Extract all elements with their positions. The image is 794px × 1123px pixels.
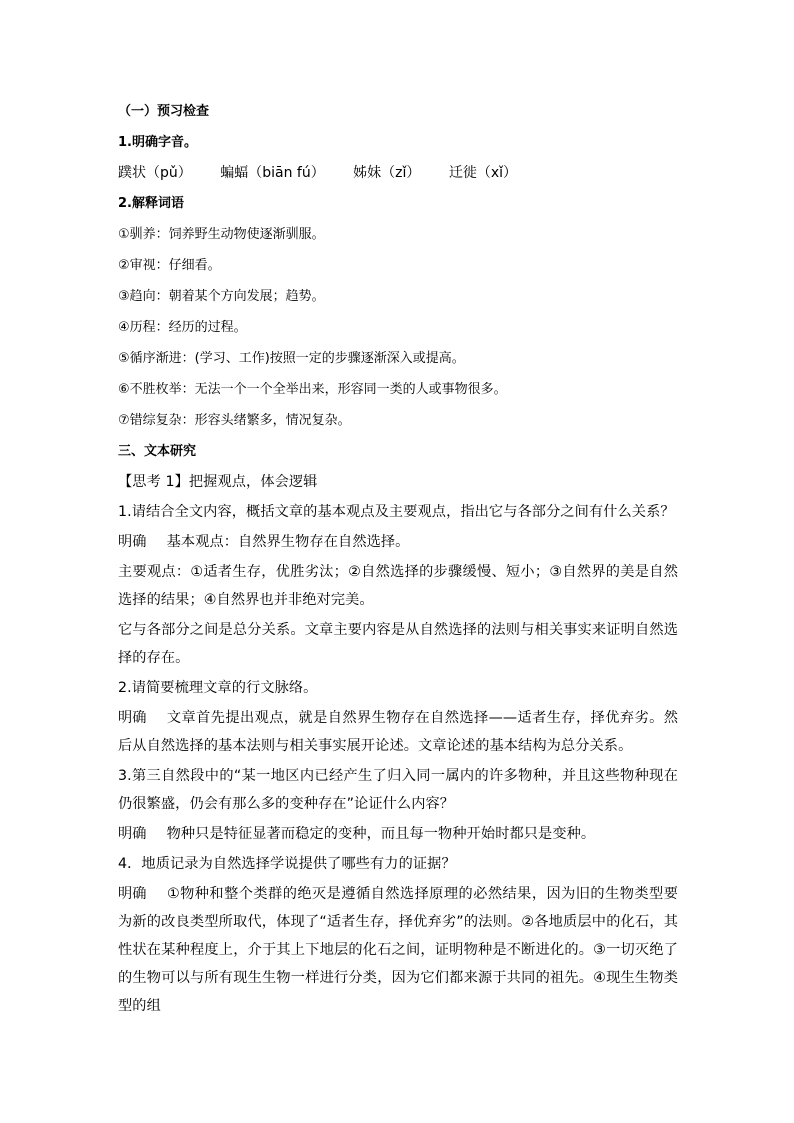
definition-item: ⑥不胜枚举：无法一个一个全举出来，形容同一类的人或事物很多。 (118, 382, 507, 397)
question-pronunciation: 1.明确字音。 (118, 135, 197, 150)
definition-item: ⑦错综复杂：形容头绪繁多，情况复杂。 (118, 413, 351, 428)
definition-item: ②审视：仔细看。 (118, 258, 221, 273)
question-2: 2.请简要梳理文章的行文脉络。 (118, 680, 318, 696)
answer-label: 明确 (118, 534, 147, 550)
question-1: 1.请结合全文内容，概括文章的基本观点及主要观点，指出它与各部分之间有什么关系？ (118, 504, 675, 520)
answer-text: ①物种和整个类群的绝灭是遵循自然选择原理的必然结果，因为旧的生物类型要为新的改良类型所取代，体现了“适者生存，择优弃劣”的法则。②各地质层中的化石，其性状在某种程度上，介于其上下地层的化石之间，证明物种是不断进化的。③一切灭绝了的生物可以与所有现生生物一样进行分类，因为它们都来源于共同的祖先。④现生生物类型的组 (118, 886, 678, 1014)
question-vocabulary: 2.解释词语 (118, 196, 184, 211)
answer-1-line-1 (118, 528, 678, 556)
pronunciation-item: 姊妹（zǐ） (353, 165, 421, 181)
pronunciation-item: 迁徙（xǐ） (448, 165, 518, 181)
answer-label: 明确 (118, 710, 147, 726)
answer-1-line-3: 它与各部分之间是总分关系。文章主要内容是从自然选择的法则与相关事实来证明自然选择的存在。 (118, 622, 678, 666)
answer-4 (118, 880, 678, 1020)
question-4: 4．地质记录为自然选择学说提供了哪些有力的证据？ (118, 856, 456, 872)
answer-text: 物种只是特征显著而稳定的变种，而且每一物种开始时都只是变种。 (166, 826, 596, 842)
pronunciation-list (118, 163, 678, 184)
question-3: 3.第三自然段中的“某一地区内已经产生了归入同一属内的许多物种，并且这些物种现在仍很繁盛，仍会有那么多的变种存在”论证什么内容？ (118, 768, 678, 812)
definition-item: ③趋向：朝着某个方向发展；趋势。 (118, 289, 325, 304)
definition-item: ⑤循序渐进：(学习、工作)按照一定的步骤逐渐深入或提高。 (118, 351, 465, 366)
definition-item: ①驯养：饲养野生动物使逐渐驯服。 (118, 227, 325, 242)
document-page (118, 101, 678, 1020)
pronunciation-item: 蝙蝠（biān fú） (220, 165, 325, 181)
pronunciation-item: 蹼状（pǔ） (118, 165, 192, 181)
answer-label: 明确 (118, 826, 147, 842)
think-title: 【思考 1】把握观点，体会逻辑 (118, 474, 318, 490)
answer-2 (118, 704, 678, 760)
answer-text: 基本观点：自然界生物存在自然选择。 (166, 534, 410, 550)
answer-text: 文章首先提出观点，就是自然界生物存在自然选择——适者生存，择优弃劣。然后从自然选择的基本法则与相关事实展开论述。文章论述的基本结构为总分关系。 (118, 710, 678, 754)
answer-3 (118, 820, 678, 848)
answer-label: 明确 (118, 886, 147, 902)
section-heading-text-study: 三、文本研究 (118, 444, 197, 459)
definition-item: ④历程：经历的过程。 (118, 320, 247, 335)
section-heading-preview: （一）预习检查 (118, 104, 210, 119)
answer-1-line-2: 主要观点：①适者生存，优胜劣汰；②自然选择的步骤缓慢、短小；③自然界的美是自然选择的结果；④自然界也并非绝对完美。 (118, 564, 678, 608)
